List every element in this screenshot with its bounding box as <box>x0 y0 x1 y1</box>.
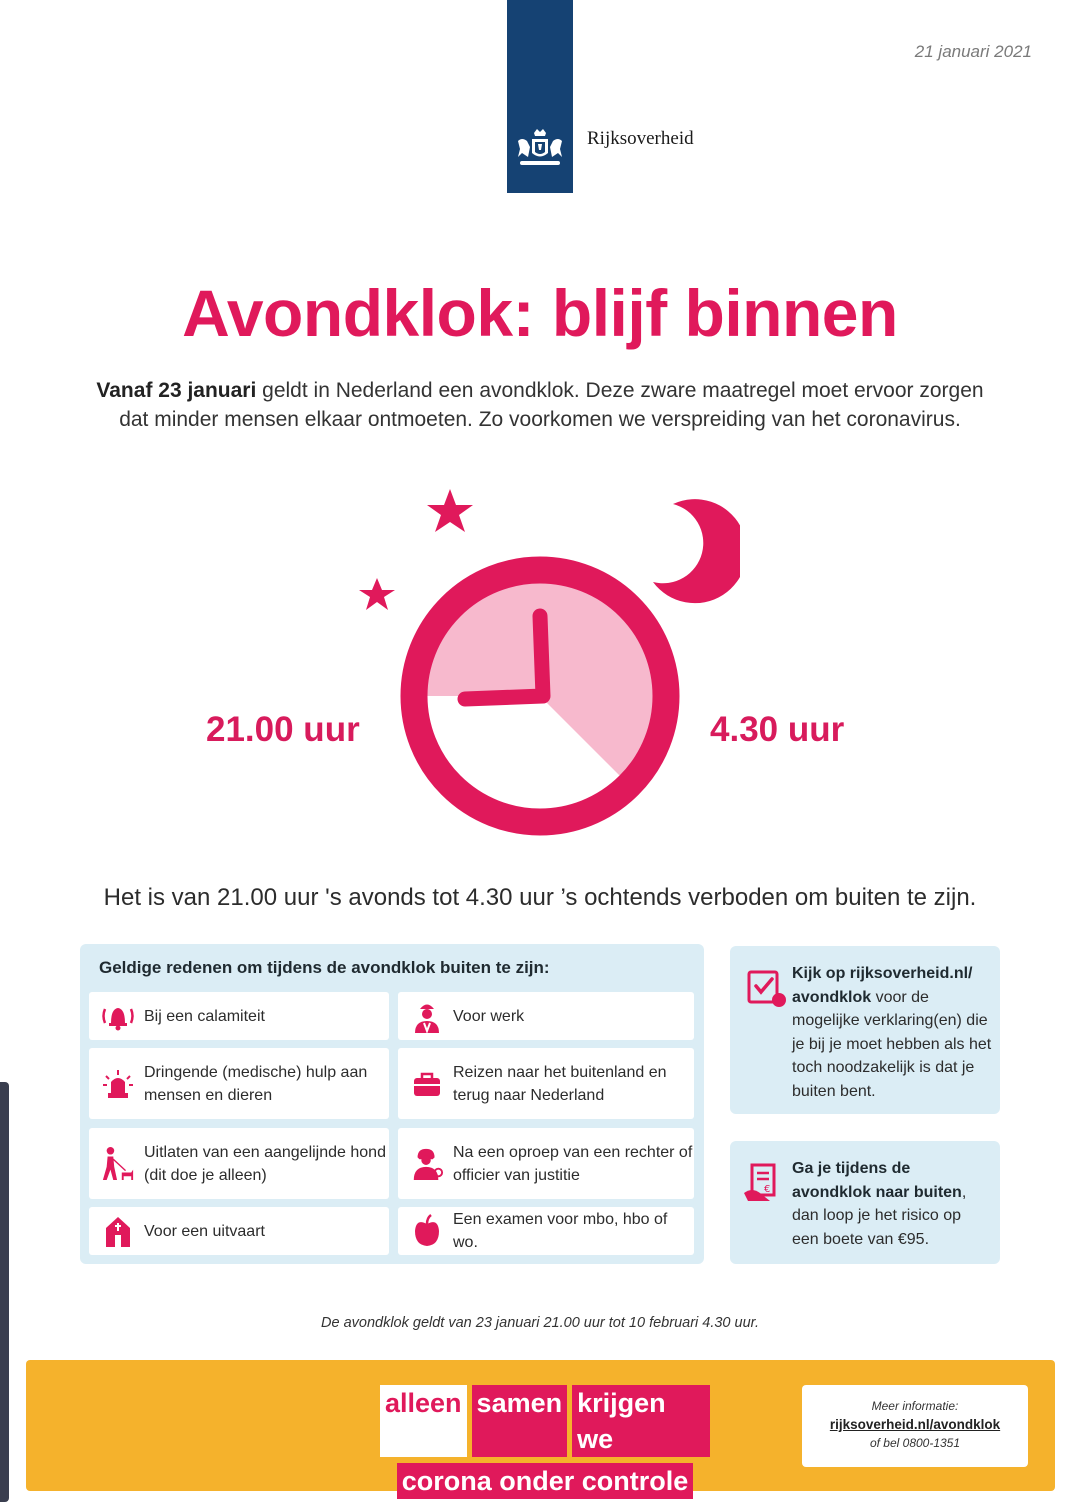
intro-bold: Vanaf 23 januari <box>96 379 257 402</box>
reason-dog-walk <box>89 1128 389 1199</box>
info-declaration-text: Kijk op rijksoverheid.nl/ avondklok voor de mogelijke verklaring(en) die je bij je moet hebben als het toch noodzakelijk is dat je buiten bent. <box>792 965 992 1100</box>
info-fine-panel <box>730 1141 1000 1264</box>
apple-icon <box>410 1214 444 1248</box>
more-info-label: Meer informatie: <box>871 1399 959 1413</box>
curfew-end-time: 4.30 uur <box>710 710 845 749</box>
intro-rest: geldt in Nederland een avondklok. Deze zware maatregel moet ervoor zorgen dat minder mensen elkaar ontmoeten. Zo voorkomen we verspreiding van het coronavirus. <box>119 379 984 431</box>
chapel-icon <box>101 1214 135 1248</box>
judge-icon <box>410 1147 444 1181</box>
slogan-line-2: corona onder controle <box>397 1463 694 1499</box>
campaign-slogan <box>380 1385 710 1505</box>
reason-label: Uitlaten van een aangelijnde hond (dit doe je alleen) <box>144 1143 386 1184</box>
reason-label: Voor een uitvaart <box>144 1222 265 1240</box>
info-fine-bold: Ga je tijdens de avondklok naar buiten <box>792 1160 962 1201</box>
reason-court-summons <box>398 1128 694 1199</box>
more-info-box <box>802 1385 1028 1467</box>
reason-label: Bij een calamiteit <box>144 1007 265 1025</box>
slogan-word-krijgen-we: krijgen we <box>572 1385 710 1457</box>
fine-receipt-icon <box>742 1161 786 1205</box>
publication-date: 21 januari 2021 <box>914 42 1032 61</box>
suitcase-icon <box>410 1067 444 1101</box>
info-declaration-panel <box>730 946 1000 1114</box>
reason-label: Dringende (medische) hulp aan mensen en dieren <box>144 1063 368 1104</box>
clock-illustration <box>340 478 740 848</box>
more-info-link[interactable]: rijksoverheid.nl/avondklok <box>829 1417 1001 1432</box>
valid-reasons-heading: Geldige redenen om tijdens de avondklok buiten te zijn: <box>99 958 550 977</box>
page-title: Avondklok: blijf binnen <box>182 276 898 350</box>
reason-exam <box>398 1207 694 1255</box>
reason-urgent-help <box>89 1048 389 1119</box>
moon-icon <box>653 499 740 603</box>
reason-label: Na een oproep van een rechter of officier van justitie <box>453 1143 693 1184</box>
star-large-icon <box>427 489 473 532</box>
reason-calamity <box>89 992 389 1040</box>
alarm-bell-icon <box>101 999 135 1033</box>
curfew-period-footnote: De avondklok geldt van 23 januari 21.00 uur tot 10 februari 4.30 uur. <box>321 1315 759 1331</box>
reason-label: Een examen voor mbo, hbo of wo. <box>453 1211 668 1251</box>
dog-walker-icon <box>101 1147 135 1181</box>
info-fine-text: Ga je tijdens de avondklok naar buiten, dan loop je het risico op een boete van €95. <box>792 1160 967 1248</box>
reason-funeral <box>89 1207 389 1255</box>
document-check-icon <box>745 966 789 1010</box>
worker-icon <box>410 999 444 1033</box>
reason-label: Voor werk <box>453 1007 525 1025</box>
star-small-icon <box>359 578 395 610</box>
slogan-word-alleen: alleen <box>380 1385 467 1457</box>
curfew-statement: Het is van 21.00 uur 's avonds tot 4.30 uur ’s ochtends verboden om buiten te zijn. <box>103 884 977 911</box>
slogan-word-samen: samen <box>472 1385 568 1457</box>
info-declaration-link[interactable]: Kijk op rijksoverheid.nl/ avondklok <box>792 965 973 1006</box>
side-edge-handle[interactable] <box>0 1082 9 1502</box>
reason-travel <box>398 1048 694 1119</box>
reason-label: Reizen naar het buitenland en terug naar Nederland <box>453 1063 667 1104</box>
svg-text:€: € <box>764 1184 771 1195</box>
siren-icon <box>101 1067 135 1101</box>
coat-of-arms-icon <box>512 127 568 173</box>
rijksoverheid-ribbon <box>507 0 573 193</box>
logo-text: Rijksoverheid <box>587 128 694 149</box>
reason-work <box>398 992 694 1040</box>
intro-paragraph <box>80 376 1000 434</box>
more-info-phone: of bel 0800-1351 <box>869 1436 961 1450</box>
curfew-start-time: 21.00 uur <box>206 710 360 749</box>
